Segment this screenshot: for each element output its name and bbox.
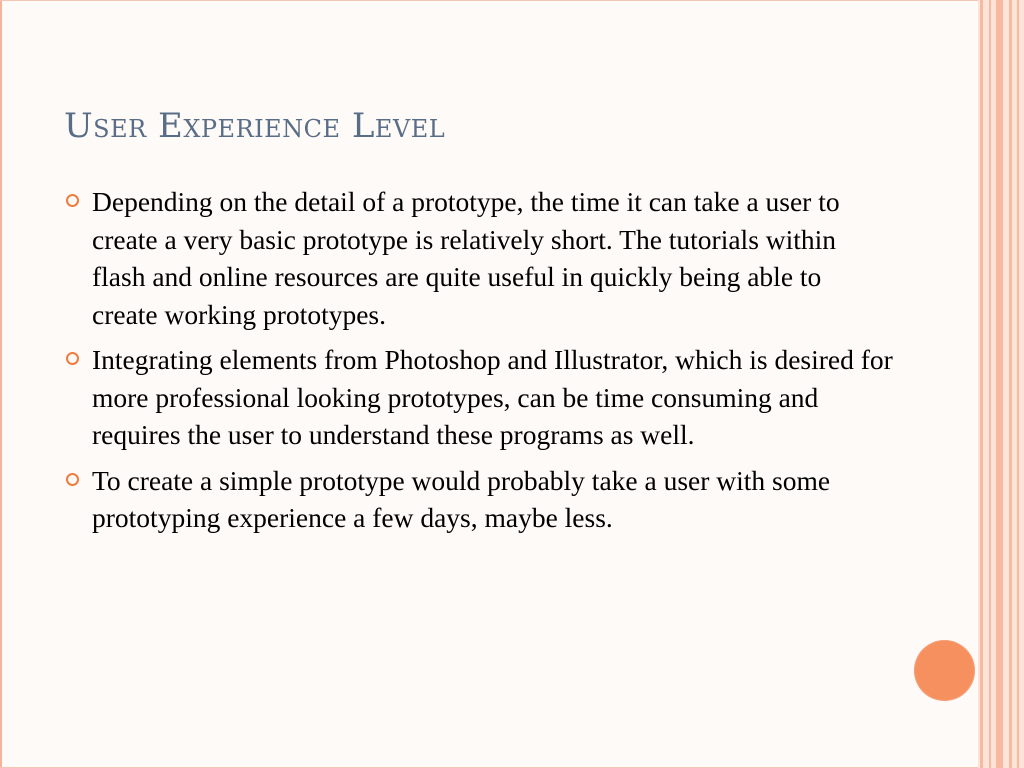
bullet-circle-icon <box>66 194 79 207</box>
decorative-stripe <box>989 0 991 768</box>
bullet-text: To create a simple prototype would probably take a user with some prototyping experience a few days, maybe less. <box>92 464 831 533</box>
decorative-stripe <box>1017 0 1019 768</box>
left-border-line <box>0 0 2 768</box>
bullet-item <box>63 341 893 454</box>
bullet-circle-icon <box>66 352 79 365</box>
decorative-stripe <box>996 0 1003 768</box>
top-border-line <box>0 0 1024 1</box>
decorative-stripe <box>1009 0 1012 768</box>
bullet-list <box>63 183 893 545</box>
slide-title: User Experience Level <box>64 106 446 146</box>
decorative-stripe <box>980 0 983 768</box>
bullet-item <box>63 183 893 333</box>
bullet-text: Integrating elements from Photoshop and Illustrator, which is desired for more professional looking prototypes, can be time consuming and requires the user to understand these programs as well. <box>92 344 893 450</box>
decorative-circle <box>914 640 975 701</box>
bullet-text: Depending on the detail of a prototype, the time it can take a user to create a very basic prototype is relatively short. The tutorials within flash and online resources are quite useful in quickly being able to create working prototypes. <box>92 186 840 330</box>
bullet-circle-icon <box>66 473 79 486</box>
bullet-item <box>63 462 893 537</box>
